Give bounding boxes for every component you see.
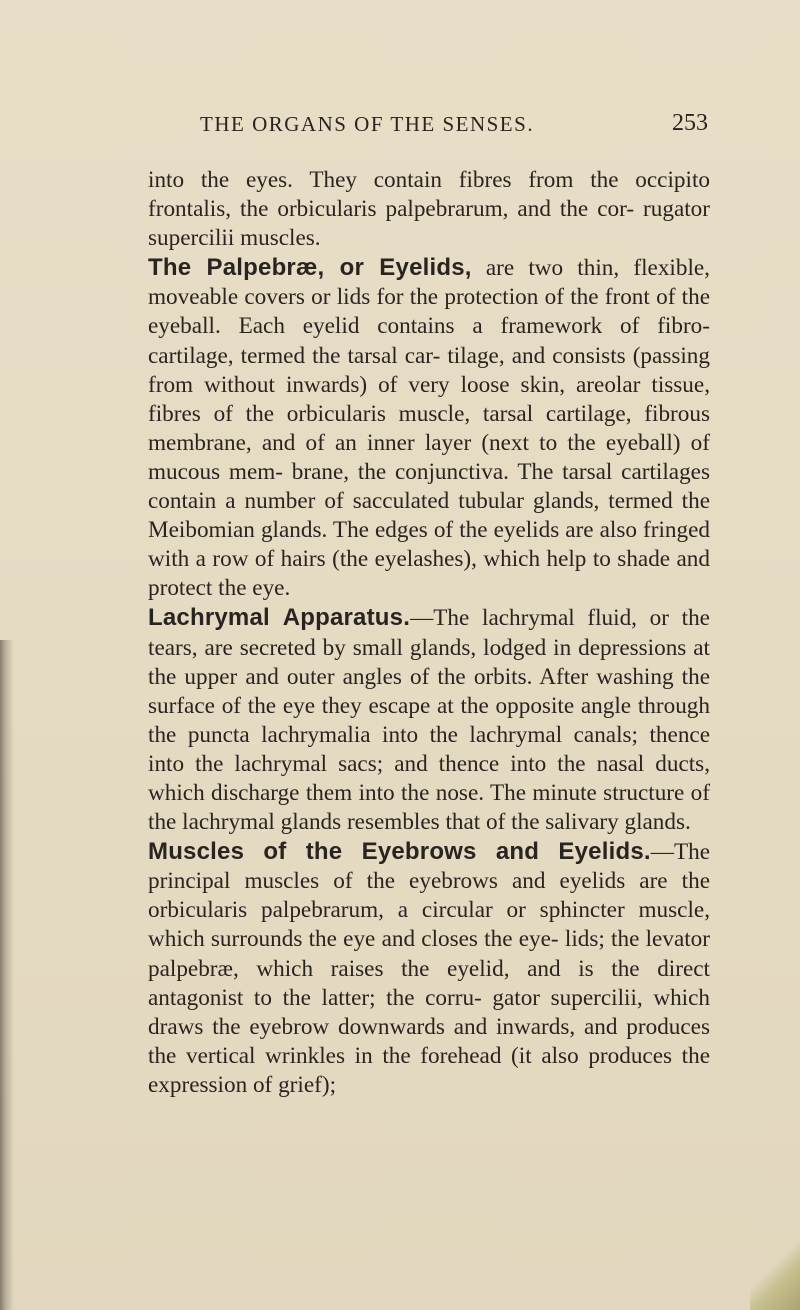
paragraph-muscles: [148, 837, 710, 1100]
paragraph-intro: [148, 166, 710, 253]
section-heading-eyelids: The Palpebræ, or Eyelids,: [148, 254, 472, 282]
section-heading-lachrymal: Lachrymal Apparatus.: [148, 604, 411, 632]
paragraph-eyelids-text: are two thin, flexible, moveable covers or lids for the protection of the front of the eyeball. Each eyelid contains a framework of fibro-cartilage, termed the tarsal car- tilage, and consists (passing from without inwards) of very loose skin, areolar tissue, fibres of the orbicularis muscle, tarsal cartilage, fibrous membrane, and of an inner layer (next to the eyeball) of mucous mem- brane, the conjunctiva. The tarsal cartilages contain a number of sacculated tubular glands, termed the Meibomian glands. The edges of the eyelids are also fringed with a row of hairs (the eyelashes), which help to shade and protect the eye.: [148, 255, 710, 602]
page-stain: [750, 1240, 800, 1310]
binding-shadow: [0, 640, 14, 1310]
paragraph-lachrymal-text: —The lachrymal fluid, or the tears, are secreted by small glands, lodged in depressions at the upper and outer angles of the orbits. After washing the surface of the eye they escape at the opposite angle through the puncta lachrymalia into the lachrymal canals; thence into the lachrymal sacs; and thence into the nasal ducts, which discharge them into the nose. The minute structure of the lachrymal glands resembles that of the salivary glands.: [148, 605, 710, 836]
paragraph-eyelids: [148, 253, 710, 603]
body-text: [148, 166, 710, 1100]
section-heading-muscles: Muscles of the Eyebrows and Eyelids.: [148, 838, 651, 866]
page-number: 253: [672, 110, 708, 136]
page-header: [148, 112, 708, 142]
paragraph-intro-text: into the eyes. They contain fibres from the occipito frontalis, the orbicularis palpebrarum, and the cor- rugator supercilii muscles.: [148, 167, 710, 252]
paragraph-lachrymal: [148, 603, 710, 837]
paragraph-muscles-text: —The principal muscles of the eyebrows and eyelids are the orbicularis palpebrarum, a circular or sphincter muscle, which surrounds the eye and closes the eye- lids; the levator palpebræ, which raises the eyelid, and is the direct antagonist to the latter; the corru- gator supercilii, which draws the eyebrow downwards and inwards, and produces the vertical wrinkles in the forehead (it also produces the expression of grief);: [148, 839, 710, 1098]
running-title: THE ORGANS OF THE SENSES.: [200, 112, 535, 136]
